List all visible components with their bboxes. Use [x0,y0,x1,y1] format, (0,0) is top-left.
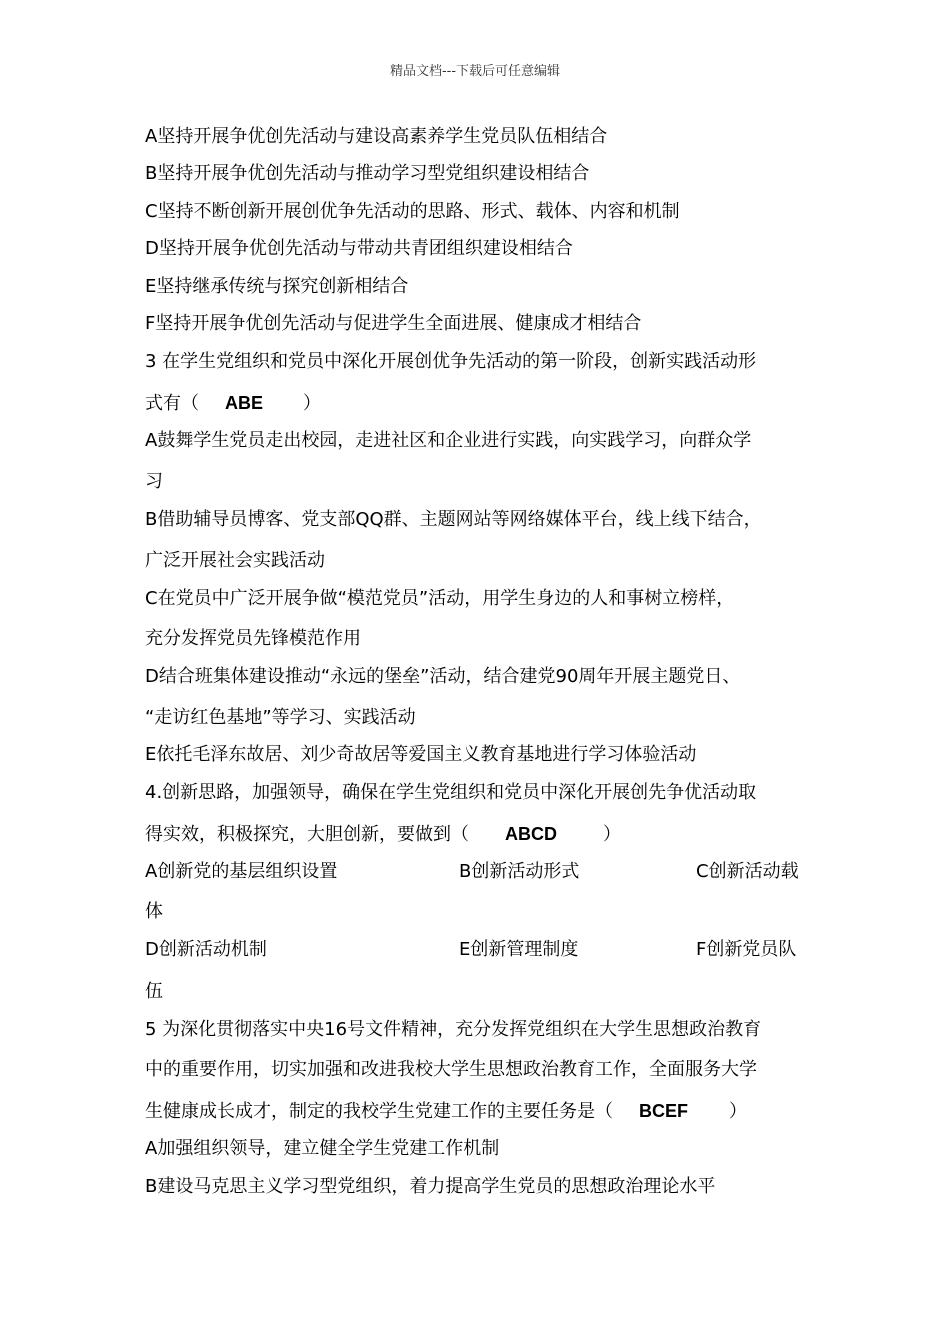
text-line: D结合班集体建设推动“永远的堡垒”活动，结合建党90周年开展主题党日、 [145,666,741,687]
option-d: D创新活动机制 [145,939,267,960]
text-line: B借助辅导员博客、党支部QQ群、主题网站等网络媒体平台，线上线下结合， [145,509,762,530]
text-line: A加强组织领导，建立健全学生党建工作机制 [145,1138,500,1159]
answer-text: ABCD [505,824,557,844]
blank-suffix: ） [603,824,621,845]
text-line: E坚持继承传统与探究创新相结合 [145,276,409,297]
text-line: 习 [145,471,163,492]
option-b: B创新活动形式 [459,861,580,882]
text-line: C在党员中广泛开展争做“模范党员”活动，用学生身边的人和事树立榜样， [145,588,735,609]
option-f: F创新党员队 [696,939,797,960]
text-line: 充分发挥党员先锋模范作用 [145,628,361,649]
question-4-blank-line [145,821,621,847]
text-line: “走访红色基地”等学习、实践活动 [145,707,416,728]
text-line: 伍 [145,981,163,1002]
question-3-blank-line [145,390,321,416]
text-line: 5 为深化贯彻落实中央16号文件精神，充分发挥党组织在大学生思想政治教育 [145,1019,762,1040]
text-line: 3 在学生党组织和党员中深化开展创优争先活动的第一阶段，创新实践活动形 [145,351,757,372]
text-line: E依托毛泽东故居、刘少奇故居等爱国主义教育基地进行学习体验活动 [145,744,697,765]
blank-prefix: 式有（ [145,393,199,414]
text-line: A鼓舞学生党员走出校园，走进社区和企业进行实践，向实践学习，向群众学 [145,430,752,451]
blank-suffix: ） [729,1101,747,1122]
text-line: D坚持开展争优创先活动与带动共青团组织建设相结合 [145,238,573,259]
text-line: 中的重要作用，切实加强和改进我校大学生思想政治教育工作，全面服务大学 [145,1059,757,1080]
option-a: A创新党的基层组织设置 [145,861,338,882]
text-line: C坚持不断创新开展创优争先活动的思路、形式、载体、内容和机制 [145,201,680,222]
page-header: 精品文档---下载后可任意编辑 [389,64,561,79]
blank-prefix: 生健康成长成才，制定的我校学生党建工作的主要任务是（ [145,1101,613,1122]
text-line: F坚持开展争优创先活动与促进学生全面进展、健康成才相结合 [145,313,642,334]
text-line: 4.创新思路，加强领导，确保在学生党组织和党员中深化开展创先争优活动取 [145,782,757,803]
answer-text: BCEF [639,1101,688,1121]
option-e: E创新管理制度 [459,939,579,960]
text-line: A坚持开展争优创先活动与建设高素养学生党员队伍相结合 [145,126,608,147]
text-line: B坚持开展争优创先活动与推动学习型党组织建设相结合 [145,163,590,184]
question-5-blank-line [145,1098,747,1124]
blank-prefix: 得实效，积极探究，大胆创新，要做到（ [145,824,469,845]
answer-text: ABE [225,393,264,413]
text-line: B建设马克思主义学习型党组织，着力提高学生党员的思想政治理论水平 [145,1176,716,1197]
option-c: C创新活动载 [696,861,799,882]
text-line: 体 [145,901,163,922]
text-line: 广泛开展社会实践活动 [145,550,325,571]
blank-suffix: ） [303,393,321,414]
